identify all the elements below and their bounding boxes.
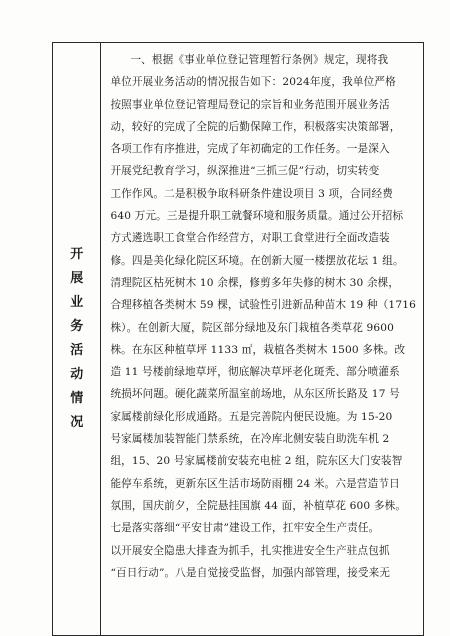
section-label-char: 情 [70, 391, 84, 406]
report-form-table [52, 42, 424, 636]
section-label [53, 245, 100, 433]
report-line: 开展党纪教育学习，纵深推进“三抓三促”行动，切实转变 [110, 165, 380, 178]
section-label-char: 活 [70, 343, 84, 358]
report-body [110, 49, 416, 584]
report-line: 号家属楼加装智能门禁系统，在冷库北侧安装自助洗车机 2 [110, 433, 390, 446]
report-line: 氛围，国庆前夕，全院悬挂国旗 44 面，补植草花 600 多株。 [110, 499, 407, 512]
section-label-char: 动 [70, 367, 84, 382]
report-line: 株）。在创新大厦，院区部分绿地及东门栽植各类草花 9600 [110, 321, 395, 334]
report-line: 七是落实落细“平安甘肃”建设工作，扛牢安全生产责任。 [110, 522, 380, 535]
report-line: “百日行动”。八是自觉接受监督，加强内部管理，接受来无 [110, 566, 391, 579]
section-label-char: 展 [70, 271, 84, 286]
report-line: 合理移植各类树木 59 棵，试验性引进新品种苗木 19 种（1716 [110, 299, 416, 312]
report-line: 修。四是美化绿化院区环境。在创新大厦一楼摆放花坛 1 组。 [110, 254, 404, 267]
section-label-char: 务 [70, 319, 84, 334]
report-line: 组，15、20 号家属楼前安装充电桩 2 组，院东区大门安装智 [110, 455, 403, 468]
report-line: 造 11 号楼前绿地草坪，彻底解决草坪老化斑秃、部分喷灌系 [110, 366, 400, 379]
report-line: 方式遴选职工食堂合作经营方，对职工食堂进行全面改造装 [110, 232, 390, 245]
report-line: 640 万元。三是提升职工就餐环境和服务质量。通过公开招标 [110, 210, 404, 223]
section-label-char: 况 [70, 415, 84, 430]
report-line: 清理院区枯死树木 10 余棵，修剪多年失修的树木 30 余棵， [110, 276, 400, 289]
content-cell [101, 43, 424, 636]
report-line: 动，较好的完成了全院的后勤保障工作，积极落实决策部署， [110, 120, 401, 133]
report-line: 能停车系统，更新东区生活市场防雨棚 24 米。六是营造节日 [110, 477, 400, 490]
report-line: 统损坏问题。硬化蔬菜所温室前场地，从东区所长路及 17 号 [110, 388, 400, 401]
report-line: 以开展安全隐患大排查为抓手，扎实推进安全生产驻点包抓 [110, 544, 390, 557]
section-label-char: 开 [70, 247, 84, 262]
report-line: 株。在东区种植草坪 1133 ㎡，栽植各类树木 1500 多株。改 [110, 343, 406, 356]
section-label-cell [53, 43, 101, 636]
report-line: 按照事业单位登记管理局登记的宗旨和业务范围开展业务活 [110, 98, 390, 111]
report-line: 单位开展业务活动的情况报告如下：2024年度，我单位严格 [110, 76, 396, 89]
report-line: 工作作风。二是积极争取科研条件建设项目 3 项，合同经费 [110, 187, 393, 200]
report-line: 各项工作有序推进，完成了年初确定的工作任务。一是深入 [110, 143, 390, 156]
section-label-char: 业 [70, 295, 84, 310]
report-line: 一、根据《事业单位登记管理暂行条例》规定，现将我 [130, 54, 389, 66]
report-line: 家属楼前绿化形成通路。五是完善院内便民设施。为 15-20 [110, 410, 393, 423]
